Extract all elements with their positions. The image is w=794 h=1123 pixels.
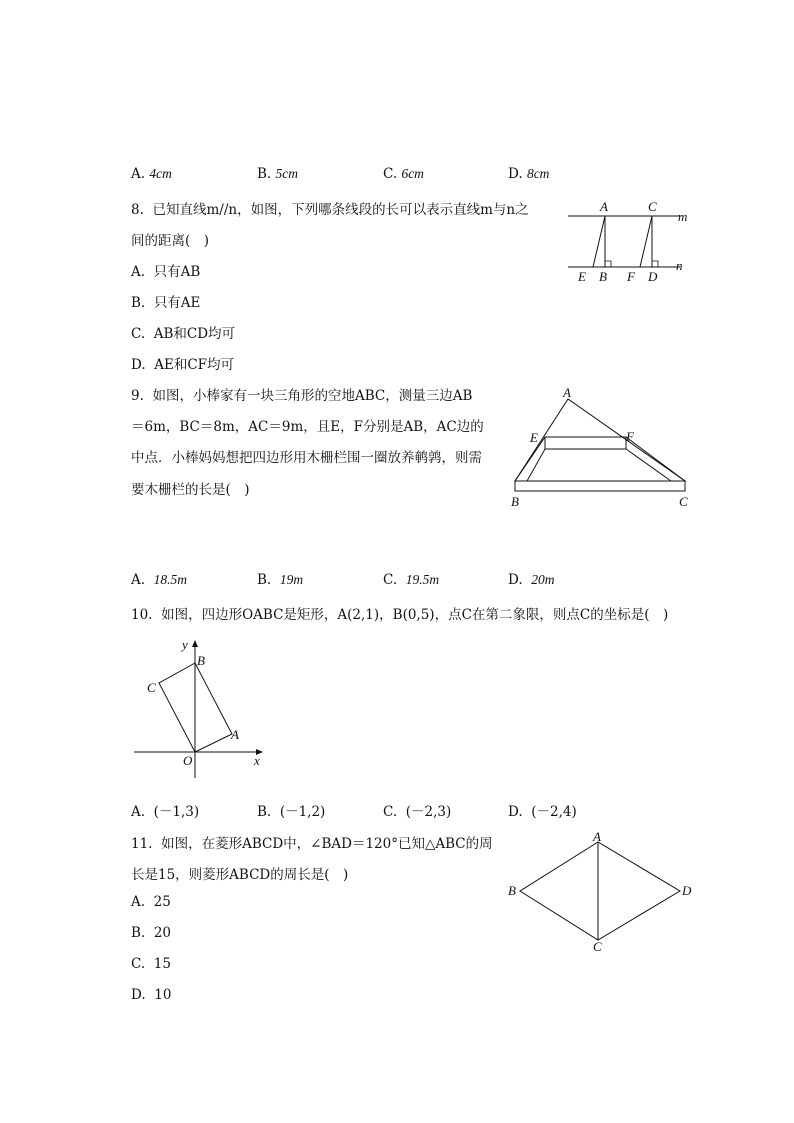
q9-option-d[interactable]: D. 20m [508, 572, 555, 588]
q11-option-d[interactable]: D. 10 [131, 987, 172, 1003]
q11-option-c[interactable]: C. 15 [131, 956, 171, 972]
q9-figure [505, 385, 705, 510]
q10-option-d[interactable]: D. (－2,4) [508, 804, 577, 820]
label-e: E [578, 269, 586, 284]
q7-option-c[interactable]: C. 6cm [383, 166, 424, 182]
label-b: B [197, 653, 205, 668]
label-d: D [648, 269, 658, 284]
q11-option-a[interactable]: A. 25 [131, 894, 171, 910]
label-y: y [182, 637, 188, 652]
q9-stem-line3: 中点．小棒妈妈想把四边形用木栅栏围一圈放养鹌鹑，则需 [131, 450, 482, 466]
fence-outer [515, 437, 685, 491]
q8-stem-line2: 间的距离( ) [131, 233, 210, 249]
label-a: A [593, 829, 601, 844]
label-d: D [682, 883, 692, 898]
q8-option-d[interactable]: D. AE和CF均可 [131, 357, 235, 373]
label-c: C [593, 939, 602, 954]
label-c: C [648, 199, 657, 214]
q7-option-b[interactable]: B. 5cm [257, 166, 299, 182]
q7-option-d[interactable]: D. 8cm [508, 166, 550, 182]
q9-stem-line2: ＝6m，BC＝8m，AC＝9m，且E，F分别是AB，AC边的 [131, 419, 484, 435]
q8-stem-line1: 8. 已知直线m//n，如图，下列哪条线段的长可以表示直线m与n之 [131, 202, 529, 218]
label-b: B [508, 883, 516, 898]
rhombus-abcd [520, 842, 680, 940]
q7-option-a[interactable]: A. 4cm [131, 166, 172, 182]
label-m: m [678, 209, 688, 224]
label-e: E [530, 430, 538, 445]
q10-option-a[interactable]: A. (－1,3) [131, 804, 200, 820]
label-f: F [626, 429, 634, 444]
label-f: F [627, 269, 635, 284]
label-a: A [563, 385, 571, 400]
q11-stem-line2: 长是15，则菱形ABCD的周长是( ) [131, 867, 349, 883]
q10-stem-line1: 10. 如图，四边形OABC是矩形，A(2,1)，B(0,5)，点C在第二象限，则点C的坐标是( ) [131, 607, 669, 623]
q11-option-b[interactable]: B. 20 [131, 925, 171, 941]
q9-option-c[interactable]: C. 19.5m [383, 572, 440, 588]
q10-figure [130, 635, 270, 775]
label-o: O [183, 753, 193, 768]
q8-figure [560, 198, 700, 288]
label-a: A [600, 199, 608, 214]
q8-option-c[interactable]: C. AB和CD均可 [131, 326, 236, 342]
label-a: A [231, 727, 239, 742]
label-b: B [511, 494, 519, 509]
q10-option-b[interactable]: B. (－1,2) [257, 804, 326, 820]
label-x: x [254, 753, 260, 768]
triangle-abc [515, 399, 685, 481]
q9-option-b[interactable]: B. 19m [257, 572, 304, 588]
q8-option-a[interactable]: A. 只有AB [131, 264, 201, 280]
q8-option-b[interactable]: B. 只有AE [131, 295, 201, 311]
q11-stem-line1: 11. 如图，在菱形ABCD中，∠BAD＝120°已知△ABC的周 [131, 836, 493, 852]
q9-option-a[interactable]: A. 18.5m [131, 572, 188, 588]
right-angle-b [605, 261, 611, 267]
q10-option-c[interactable]: C. (－2,3) [383, 804, 452, 820]
label-c: C [679, 494, 688, 509]
q11-figure [500, 828, 700, 953]
label-b: B [599, 269, 607, 284]
fence-left-inner [527, 449, 545, 481]
right-angle-d [652, 261, 658, 267]
q9-stem-line1: 9. 如图，小棒家有一块三角形的空地ABC，测量三边AB [131, 388, 473, 404]
segment-ae [593, 216, 605, 267]
label-c: C [147, 680, 156, 695]
q9-stem-line4: 要木栅栏的长是( ) [131, 482, 250, 498]
segment-cf [640, 216, 652, 267]
label-n: n [676, 258, 683, 273]
